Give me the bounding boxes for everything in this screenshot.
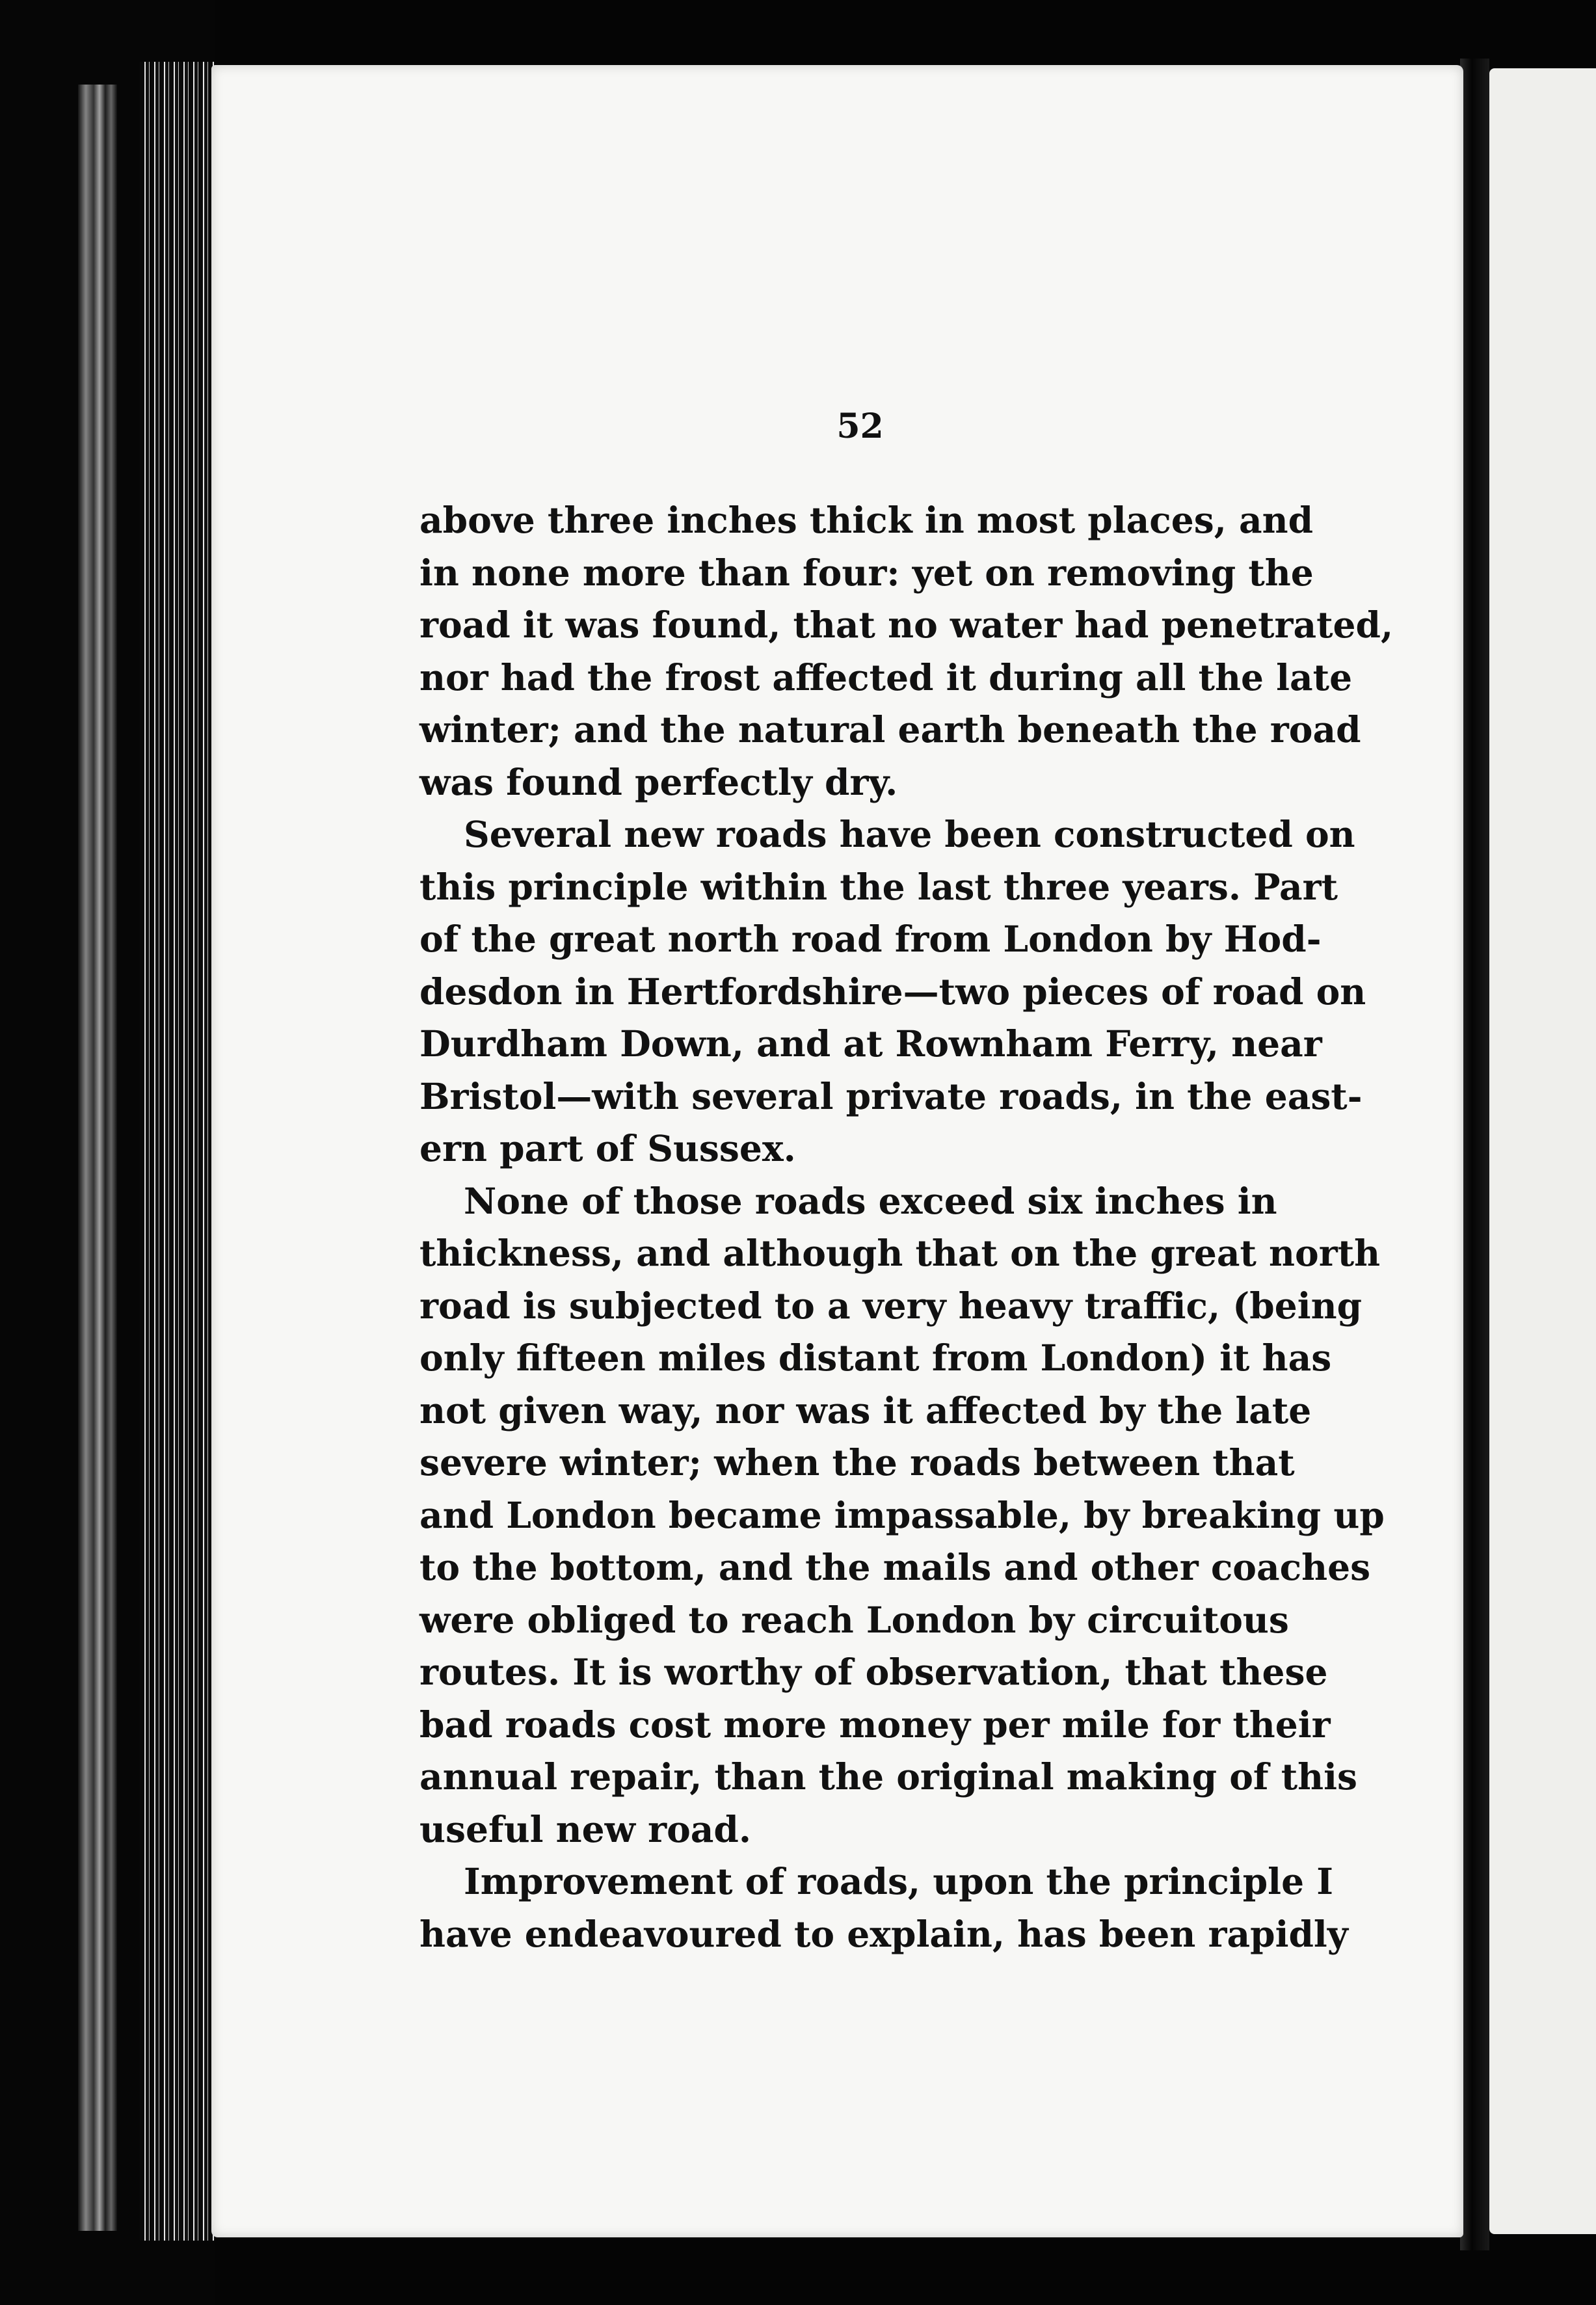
facing-page-edge bbox=[1489, 68, 1596, 2234]
page-number: 52 bbox=[836, 406, 884, 446]
book-page bbox=[211, 65, 1463, 2237]
text-line: above three inches thick in most places, and bbox=[419, 499, 1314, 541]
text-line: only fifteen miles distant from London) it has bbox=[419, 1337, 1332, 1379]
text-line: bad roads cost more money per mile for their bbox=[419, 1703, 1331, 1746]
text-line: Durdham Down, and at Rownham Ferry, near bbox=[419, 1022, 1322, 1065]
text-line: thickness, and although that on the great north bbox=[419, 1232, 1381, 1274]
text-line: routes. It is worthy of observation, that these bbox=[419, 1651, 1328, 1693]
text-line: have endeavoured to explain, has been rapidly bbox=[419, 1912, 1348, 1955]
text-line: desdon in Hertfordshire—two pieces of road on bbox=[419, 970, 1366, 1013]
text-line: road it was found, that no water had penetrated, bbox=[419, 604, 1394, 646]
text-line: annual repair, than the original making of this bbox=[419, 1755, 1357, 1798]
text-line: Several new roads have been constructed on bbox=[464, 813, 1355, 855]
text-line: was found perfectly dry. bbox=[419, 760, 898, 803]
paragraph bbox=[419, 1175, 1385, 1856]
text-line: to the bottom, and the mails and other coaches bbox=[419, 1546, 1371, 1588]
text-line: not given way, nor was it affected by the late bbox=[419, 1389, 1312, 1432]
right-gutter bbox=[1460, 59, 1489, 2250]
text-line: this principle within the last three years. Part bbox=[419, 865, 1338, 908]
text-line: of the great north road from London by Hod- bbox=[419, 918, 1322, 960]
text-line: Bristol—with several private roads, in the east- bbox=[419, 1074, 1363, 1117]
text-line: road is subjected to a very heavy traffic, (being bbox=[419, 1284, 1363, 1327]
text-line: in none more than four: yet on removing the bbox=[419, 551, 1314, 594]
paragraph bbox=[419, 808, 1366, 1175]
text-line: severe winter; when the roads between that bbox=[419, 1441, 1295, 1484]
paragraph bbox=[419, 1856, 1348, 1960]
text-line: winter; and the natural earth beneath the road bbox=[419, 708, 1361, 751]
page-text bbox=[419, 494, 1394, 1960]
paragraph bbox=[419, 494, 1394, 808]
text-line: Improvement of roads, upon the principle I bbox=[464, 1860, 1333, 1902]
left-page-leaves bbox=[78, 85, 117, 2231]
text-line: None of those roads exceed six inches in bbox=[464, 1179, 1277, 1222]
text-line: and London became impassable, by breaking up bbox=[419, 1493, 1385, 1536]
text-line: useful new road. bbox=[419, 1807, 752, 1850]
text-line: were obliged to reach London by circuitous bbox=[419, 1598, 1289, 1641]
text-line: nor had the frost affected it during all the late bbox=[419, 656, 1353, 699]
book-binding bbox=[140, 62, 215, 2241]
text-line: ern part of Sussex. bbox=[419, 1127, 796, 1169]
